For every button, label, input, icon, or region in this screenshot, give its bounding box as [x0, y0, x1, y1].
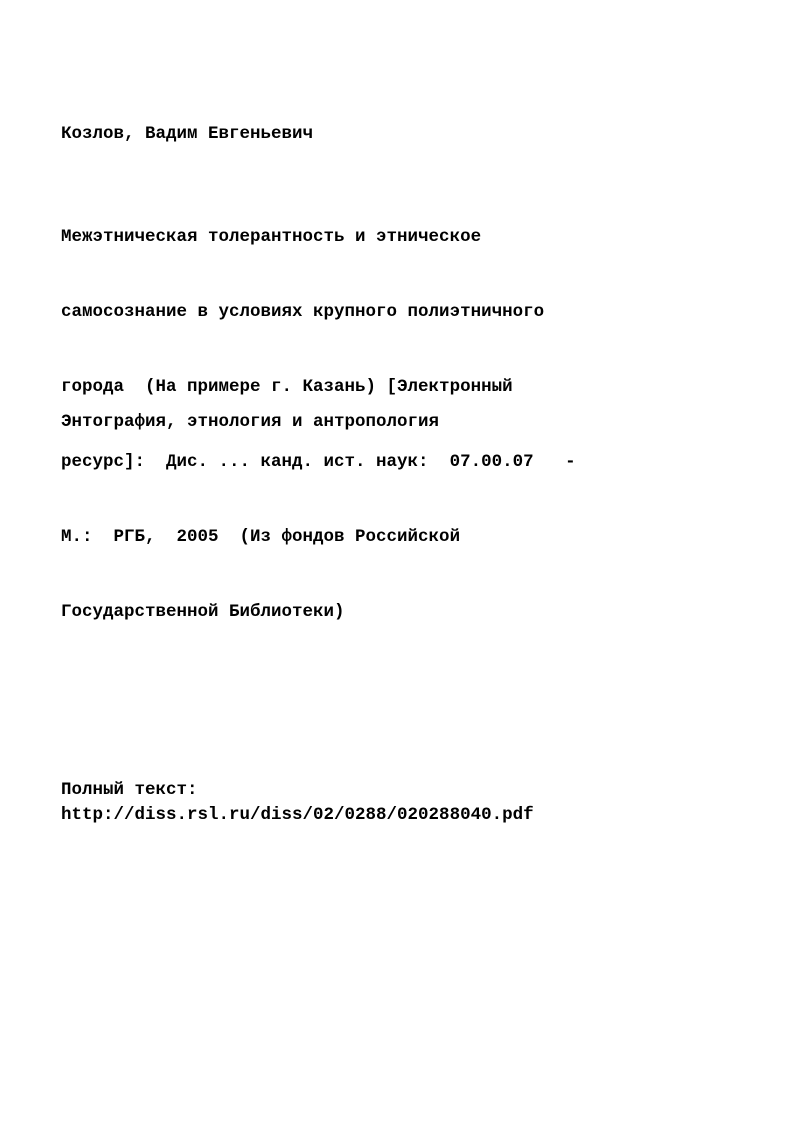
description-line: Государственной Библиотеки) — [61, 602, 345, 622]
description-line: города (На примере г. Казань) [Электронный — [61, 377, 513, 397]
full-text-link[interactable]: http://diss.rsl.ru/diss/02/0288/020288040.pdf — [61, 805, 534, 825]
description-line: ресурс]: Дис. ... канд. ист. наук: 07.00.07 - — [61, 452, 576, 472]
full-text-label: Полный текст: — [61, 780, 198, 800]
author-name: Козлов, Вадим Евгеньевич — [61, 124, 314, 144]
subject-heading: Энтография, этнология и антропология — [61, 412, 440, 432]
description-line: самосознание в условиях крупного полиэтничного — [61, 302, 545, 322]
description-line: Межэтническая толерантность и этническое — [61, 227, 482, 247]
description-line: М.: РГБ, 2005 (Из фондов Российской — [61, 527, 461, 547]
